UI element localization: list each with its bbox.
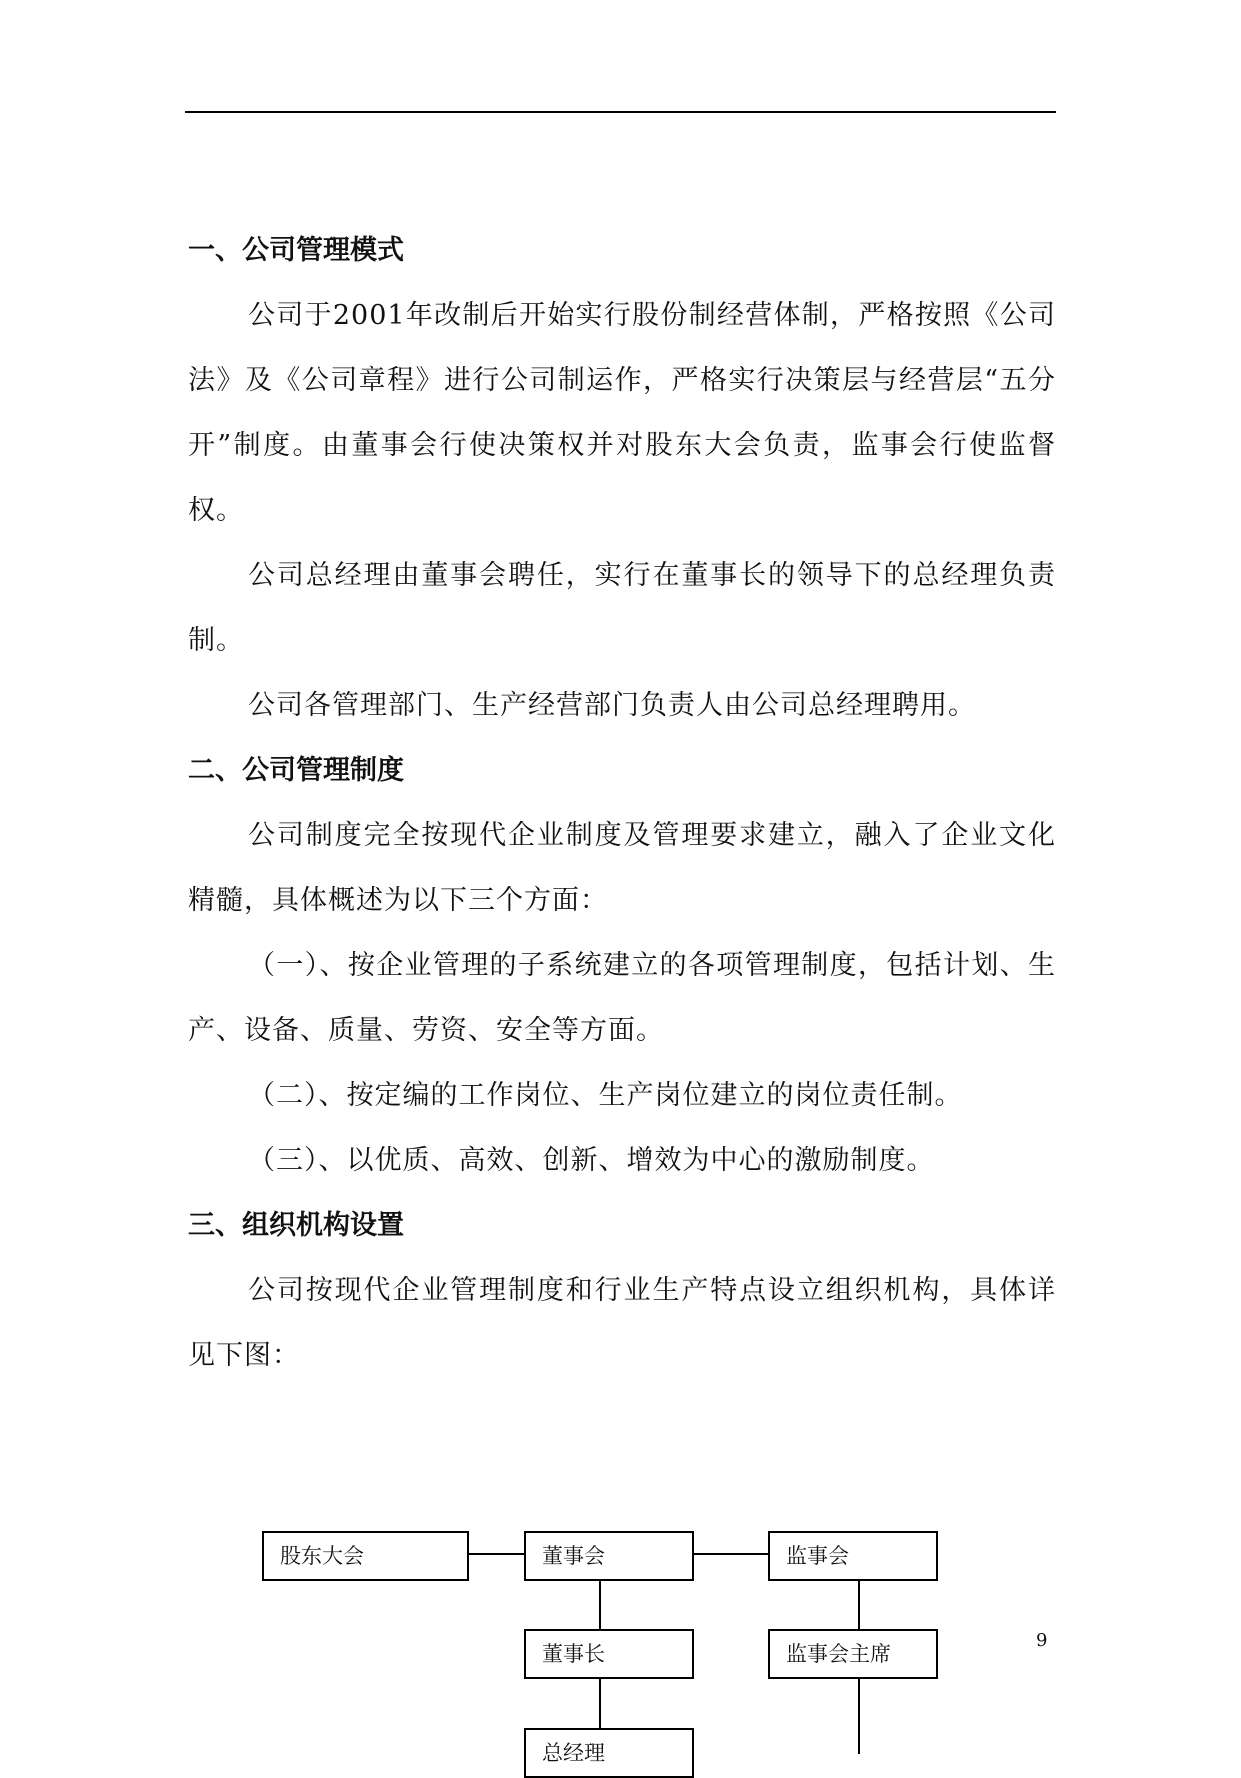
paragraph: 公司于2001年改制后开始实行股份制经营体制，严格按照《公司法》及《公司章程》进行公司制运作，严格实行决策层与经营层“五分开”制度。由董事会行使决策权并对股东大会负责，监事会行使监督权。 bbox=[188, 300, 1056, 526]
list-item: （二）、按定编的工作岗位、生产岗位建立的岗位责任制。 bbox=[248, 1080, 963, 1111]
header-rule bbox=[185, 111, 1056, 113]
page-number: 9 bbox=[1036, 1630, 1048, 1651]
paragraph: 公司制度完全按现代企业制度及管理要求建立，融入了企业文化精髓，具体概述为以下三个方面： bbox=[188, 820, 1056, 916]
paragraph: 公司总经理由董事会聘任，实行在董事长的领导下的总经理负责制。 bbox=[188, 560, 1056, 656]
list-item: （一）、按企业管理的子系统建立的各项管理制度，包括计划、生产、设备、质量、劳资、安全等方面。 bbox=[188, 950, 1056, 1046]
connector-supervisors-chair bbox=[858, 1579, 860, 1631]
connector-chairman-gm bbox=[599, 1678, 601, 1730]
org-box-shareholders: 股东大会 bbox=[262, 1531, 469, 1581]
org-box-board: 董事会 bbox=[524, 1531, 694, 1581]
connector-board-chairman bbox=[599, 1579, 601, 1631]
org-box-supervisors: 监事会 bbox=[768, 1531, 938, 1581]
org-box-general-manager: 总经理 bbox=[524, 1728, 694, 1778]
document-body bbox=[188, 218, 1056, 1388]
paragraph: 公司各管理部门、生产经营部门负责人由公司总经理聘用。 bbox=[248, 690, 976, 721]
connector-shareholders-board bbox=[468, 1553, 525, 1555]
org-box-chairman: 董事长 bbox=[524, 1629, 694, 1679]
org-box-supervisor-chair: 监事会主席 bbox=[768, 1629, 938, 1679]
connector-board-supervisors bbox=[693, 1553, 769, 1555]
connector-supervisor-chair-down bbox=[858, 1678, 860, 1754]
paragraph: 公司按现代企业管理制度和行业生产特点设立组织机构，具体详见下图： bbox=[188, 1275, 1056, 1371]
section-heading-organization: 三、组织机构设置 bbox=[188, 1210, 404, 1241]
section-heading-management-system: 二、公司管理制度 bbox=[188, 755, 404, 786]
list-item: （三）、以优质、高效、创新、增效为中心的激励制度。 bbox=[248, 1145, 935, 1176]
section-heading-management-mode: 一、公司管理模式 bbox=[188, 235, 404, 266]
